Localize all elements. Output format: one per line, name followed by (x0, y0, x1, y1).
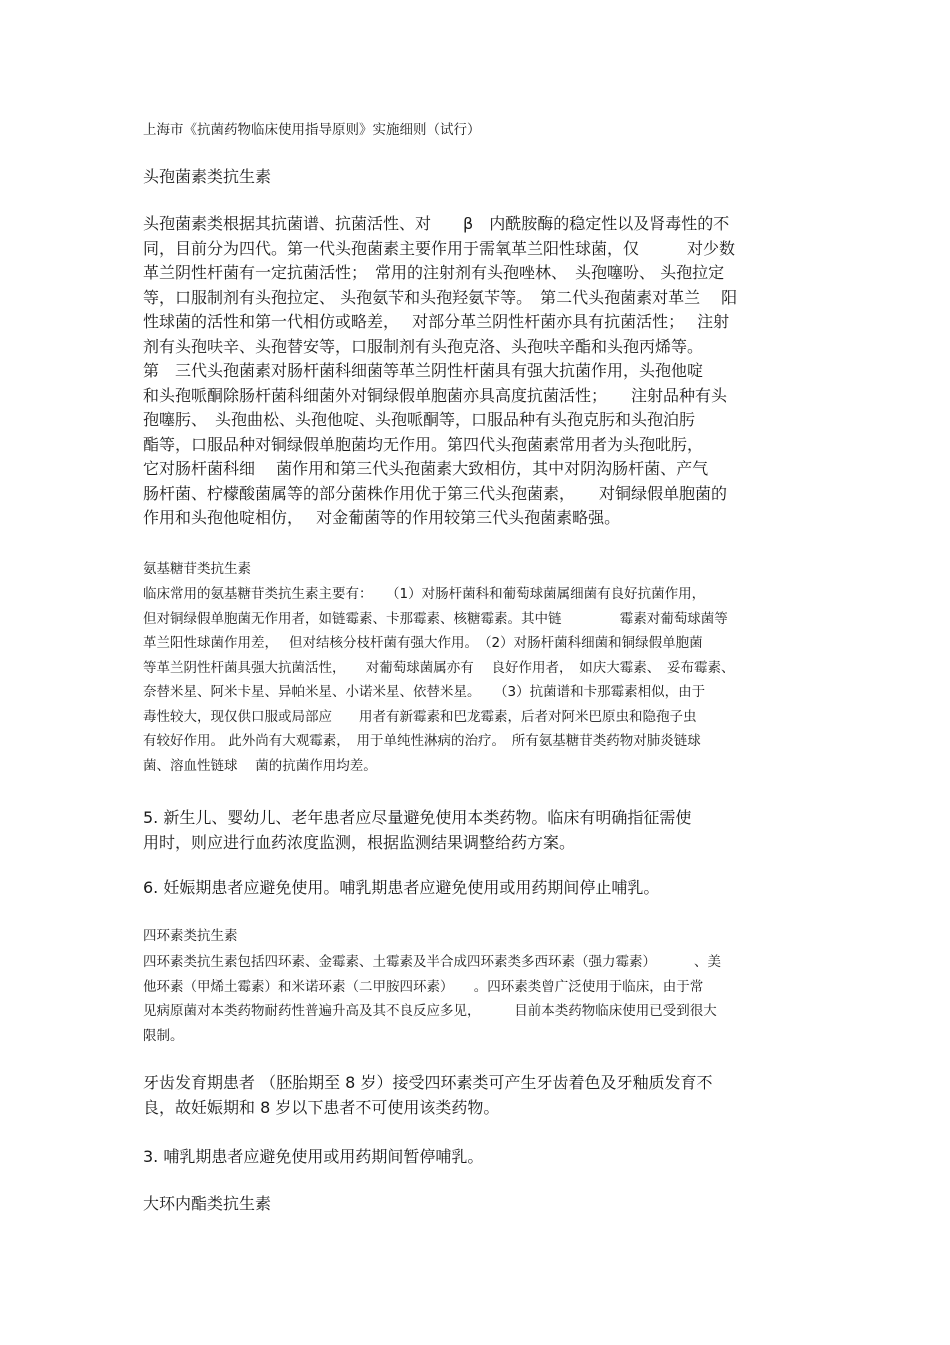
paragraph-line: 第 三代头孢菌素对肠杆菌科细菌等革兰阴性杆菌具有强大抗菌作用，头孢他啶 (143, 361, 704, 380)
paragraph-line: 限制。 (143, 1027, 184, 1044)
paragraph-line: 头孢菌素类根据其抗菌谱、抗菌活性、对 β 内酰胺酶的稳定性以及肾毒性的不 (143, 214, 730, 233)
paragraph-line: 用时，则应进行血药浓度监测，根据监测结果调整给药方案。 (143, 832, 576, 852)
paragraph-line: 肠杆菌、柠檬酸菌属等的部分菌株作用优于第三代头孢菌素， 对铜绿假单胞菌的 (143, 483, 728, 503)
paragraph-line: 剂有头孢呋辛、头孢替安等，口服制剂有头孢克洛、头孢呋辛酯和头孢丙烯等。 (143, 336, 704, 356)
paragraph-line: 奈替米星、阿米卡星、异帕米星、小诺米星、依替米星。 （3）抗菌谱和卡那霉素相似，由于 (143, 684, 706, 700)
paragraph-line: 良，故妊娠期和 8 岁以下患者不可使用该类药物。 (143, 1097, 500, 1117)
paragraph-line: 性球菌的活性和第一代相仿或略差， 对部分革兰阴性杆菌亦具有抗菌活性； 注射 (143, 312, 730, 331)
paragraph-line: 临床常用的氨基糖苷类抗生素主要有： （1）对肠杆菌科和葡萄球菌属细菌有良好抗菌作用， (143, 586, 706, 602)
paragraph-line: 酯等，口服品种对铜绿假单胞菌均无作用。第四代头孢菌素常用者为头孢吡肟， (143, 434, 704, 454)
paragraph-line: 有较好作用。 此外尚有大观霉素， 用于单纯性淋病的治疗。 所有氨基糖苷类药物对肺炎链球 (143, 733, 701, 749)
paragraph-line: 革兰阳性球菌作用差， 但对结核分枝杆菌有强大作用。 （2）对肠杆菌科细菌和铜绿假单胞菌 (143, 635, 703, 651)
item-5-paragraph (143, 806, 815, 855)
paragraph-line: 菌、溶血性链球 菌的抗菌作用均差。 (143, 757, 377, 774)
paragraph-line: 孢噻肟、 头孢曲松、头孢他啶、头孢哌酮等，口服品种有头孢克肟和头孢泊肟 (143, 410, 696, 429)
item-3-paragraph (143, 1145, 815, 1170)
paragraph-line: 但对铜绿假单胞菌无作用者，如链霉素、卡那霉素、核糖霉素。其中链 霉素对葡萄球菌等 (143, 610, 728, 627)
paragraph-line: 5. 新生儿、婴幼儿、老年患者应尽量避免使用本类药物。临床有明确指征需使 (143, 808, 692, 827)
paragraph-line: 毒性较大，现仅供口服或局部应 用者有新霉素和巴龙霉素，后者对阿米巴原虫和隐孢子虫 (143, 708, 697, 725)
tooth-paragraph (143, 1071, 815, 1120)
paragraph-line: 同，目前分为四代。第一代头孢菌素主要作用于需氧革兰阳性球菌，仅 对少数 (143, 238, 736, 258)
paragraph-line: 3. 哺乳期患者应避免使用或用药期间暂停哺乳。 (143, 1147, 484, 1166)
paragraph-line: 等革兰阴性杆菌具强大抗菌活性， 对葡萄球菌属亦有 良好作用者， 如庆大霉素、 妥布霉素、 (143, 659, 735, 676)
paragraph-line: 见病原菌对本类药物耐药性普遍升高及其不良反应多见， 目前本类药物临床使用已受到很大 (143, 1003, 717, 1019)
paragraph-line: 它对肠杆菌科细 菌作用和第三代头孢菌素大致相仿，其中对阴沟肠杆菌、产气 (143, 459, 709, 478)
paragraph-line: 革兰阴性杆菌有一定抗菌活性； 常用的注射剂有头孢唑林、 头孢噻吩、 头孢拉定 (143, 263, 725, 282)
tetracycline-heading: 四环素类抗生素 (143, 928, 238, 944)
paragraph-line: 等，口服制剂有头孢拉定、 头孢氨苄和头孢羟氨苄等。 第二代头孢菌素对革兰 阳 (143, 287, 738, 307)
aminoglycoside-heading: 氨基糖苷类抗生素 (143, 561, 251, 577)
paragraph-line: 牙齿发育期患者 （胚胎期至 8 岁）接受四环素类可产生牙齿着色及牙釉质发育不 (143, 1073, 713, 1092)
paragraph-line: 四环素类抗生素包括四环素、金霉素、土霉素及半合成四环素类多西环素（强力霉素） 、美 (143, 954, 722, 970)
macrolide-heading: 大环内酯类抗生素 (143, 1194, 272, 1213)
paragraph-line: 和头孢哌酮除肠杆菌科细菌外对铜绿假单胞菌亦具高度抗菌活性； 注射品种有头 (143, 385, 728, 405)
cephalosporin-heading: 头孢菌素类抗生素 (143, 167, 272, 186)
cephalosporin-paragraph (143, 212, 815, 531)
item-6-paragraph (143, 876, 815, 901)
paragraph-line: 6. 妊娠期患者应避免使用。哺乳期患者应避免使用或用药期间停止哺乳。 (143, 878, 660, 897)
document-title: 上海市《抗菌药物临床使用指导原则》实施细则（试行） (143, 122, 481, 138)
aminoglycoside-paragraph (143, 582, 815, 778)
paragraph-line: 他环素（甲烯土霉素）和米诺环素（二甲胺四环素） 。四环素类曾广泛使用于临床，由于常 (143, 978, 704, 995)
tetracycline-paragraph (143, 950, 815, 1048)
paragraph-line: 作用和头孢他啶相仿， 对金葡菌等的作用较第三代头孢菌素略强。 (143, 508, 621, 527)
